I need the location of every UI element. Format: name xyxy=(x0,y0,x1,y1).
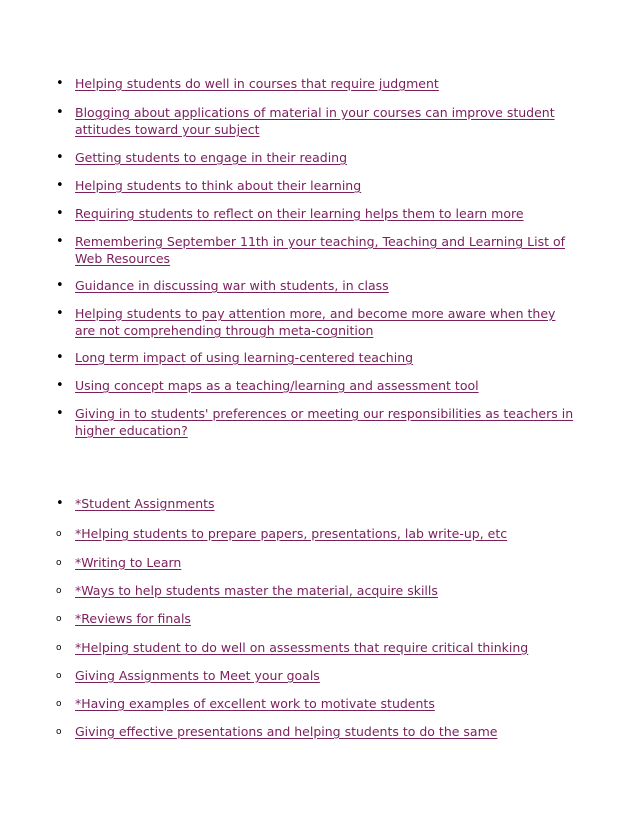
bullet-disc: • xyxy=(56,234,64,249)
resource-link[interactable]: *Ways to help students master the material, acquire skills xyxy=(75,583,438,598)
bullet-circle: o xyxy=(56,727,62,737)
resource-link[interactable]: Giving Assignments to Meet your goals xyxy=(75,668,320,683)
bullet-disc: • xyxy=(56,76,64,91)
bullet-circle: o xyxy=(56,529,62,539)
resource-link[interactable]: Requiring students to reflect on their learning helps them to learn more xyxy=(75,206,524,221)
resource-link[interactable]: *Student Assignments xyxy=(75,496,215,511)
bullet-disc: • xyxy=(56,105,64,120)
bullet-circle: o xyxy=(56,586,62,596)
resource-link[interactable]: Helping students do well in courses that require judgment xyxy=(75,76,439,91)
bullet-disc: • xyxy=(56,350,64,365)
resource-link[interactable]: *Helping student to do well on assessments that require critical thinking xyxy=(75,640,529,655)
resource-link[interactable]: Blogging about applications of material in your courses can improve student attitudes toward your subject xyxy=(75,105,555,137)
resource-link[interactable]: Long term impact of using learning-centered teaching xyxy=(75,350,414,365)
bullet-disc: • xyxy=(56,150,64,165)
resource-link[interactable]: Giving in to students' preferences or meeting our responsibilities as teachers in higher education? xyxy=(75,406,574,438)
resource-link[interactable]: *Having examples of excellent work to motivate students xyxy=(75,696,435,711)
bullet-disc: • xyxy=(56,306,64,321)
bullet-circle: o xyxy=(56,614,62,624)
resource-link[interactable]: Helping students to pay attention more, and become more aware when they are not comprehending through meta-cognition xyxy=(75,306,556,338)
resource-link[interactable]: Helping students to think about their learning xyxy=(75,178,362,193)
bullet-disc: • xyxy=(56,206,64,221)
bullet-disc: • xyxy=(56,178,64,193)
bullet-circle: o xyxy=(56,671,62,681)
resource-link[interactable]: Using concept maps as a teaching/learning and assessment tool xyxy=(75,378,479,393)
bullet-disc: • xyxy=(56,496,64,511)
bullet-disc: • xyxy=(56,406,64,421)
resource-link[interactable]: *Helping students to prepare papers, presentations, lab write-up, etc xyxy=(75,526,508,541)
bullet-circle: o xyxy=(56,643,62,653)
resource-link[interactable]: Giving effective presentations and helping students to do the same xyxy=(75,724,498,739)
resource-link[interactable]: *Writing to Learn xyxy=(75,555,182,570)
bullet-circle: o xyxy=(56,699,62,709)
resource-link[interactable]: Remembering September 11th in your teaching, Teaching and Learning List of Web Resources xyxy=(75,234,566,266)
bullet-disc: • xyxy=(56,378,64,393)
bullet-disc: • xyxy=(56,278,64,293)
resource-link[interactable]: *Reviews for finals xyxy=(75,611,191,626)
bullet-circle: o xyxy=(56,558,62,568)
resource-link[interactable]: Getting students to engage in their reading xyxy=(75,150,348,165)
resource-link[interactable]: Guidance in discussing war with students, in class xyxy=(75,278,389,293)
